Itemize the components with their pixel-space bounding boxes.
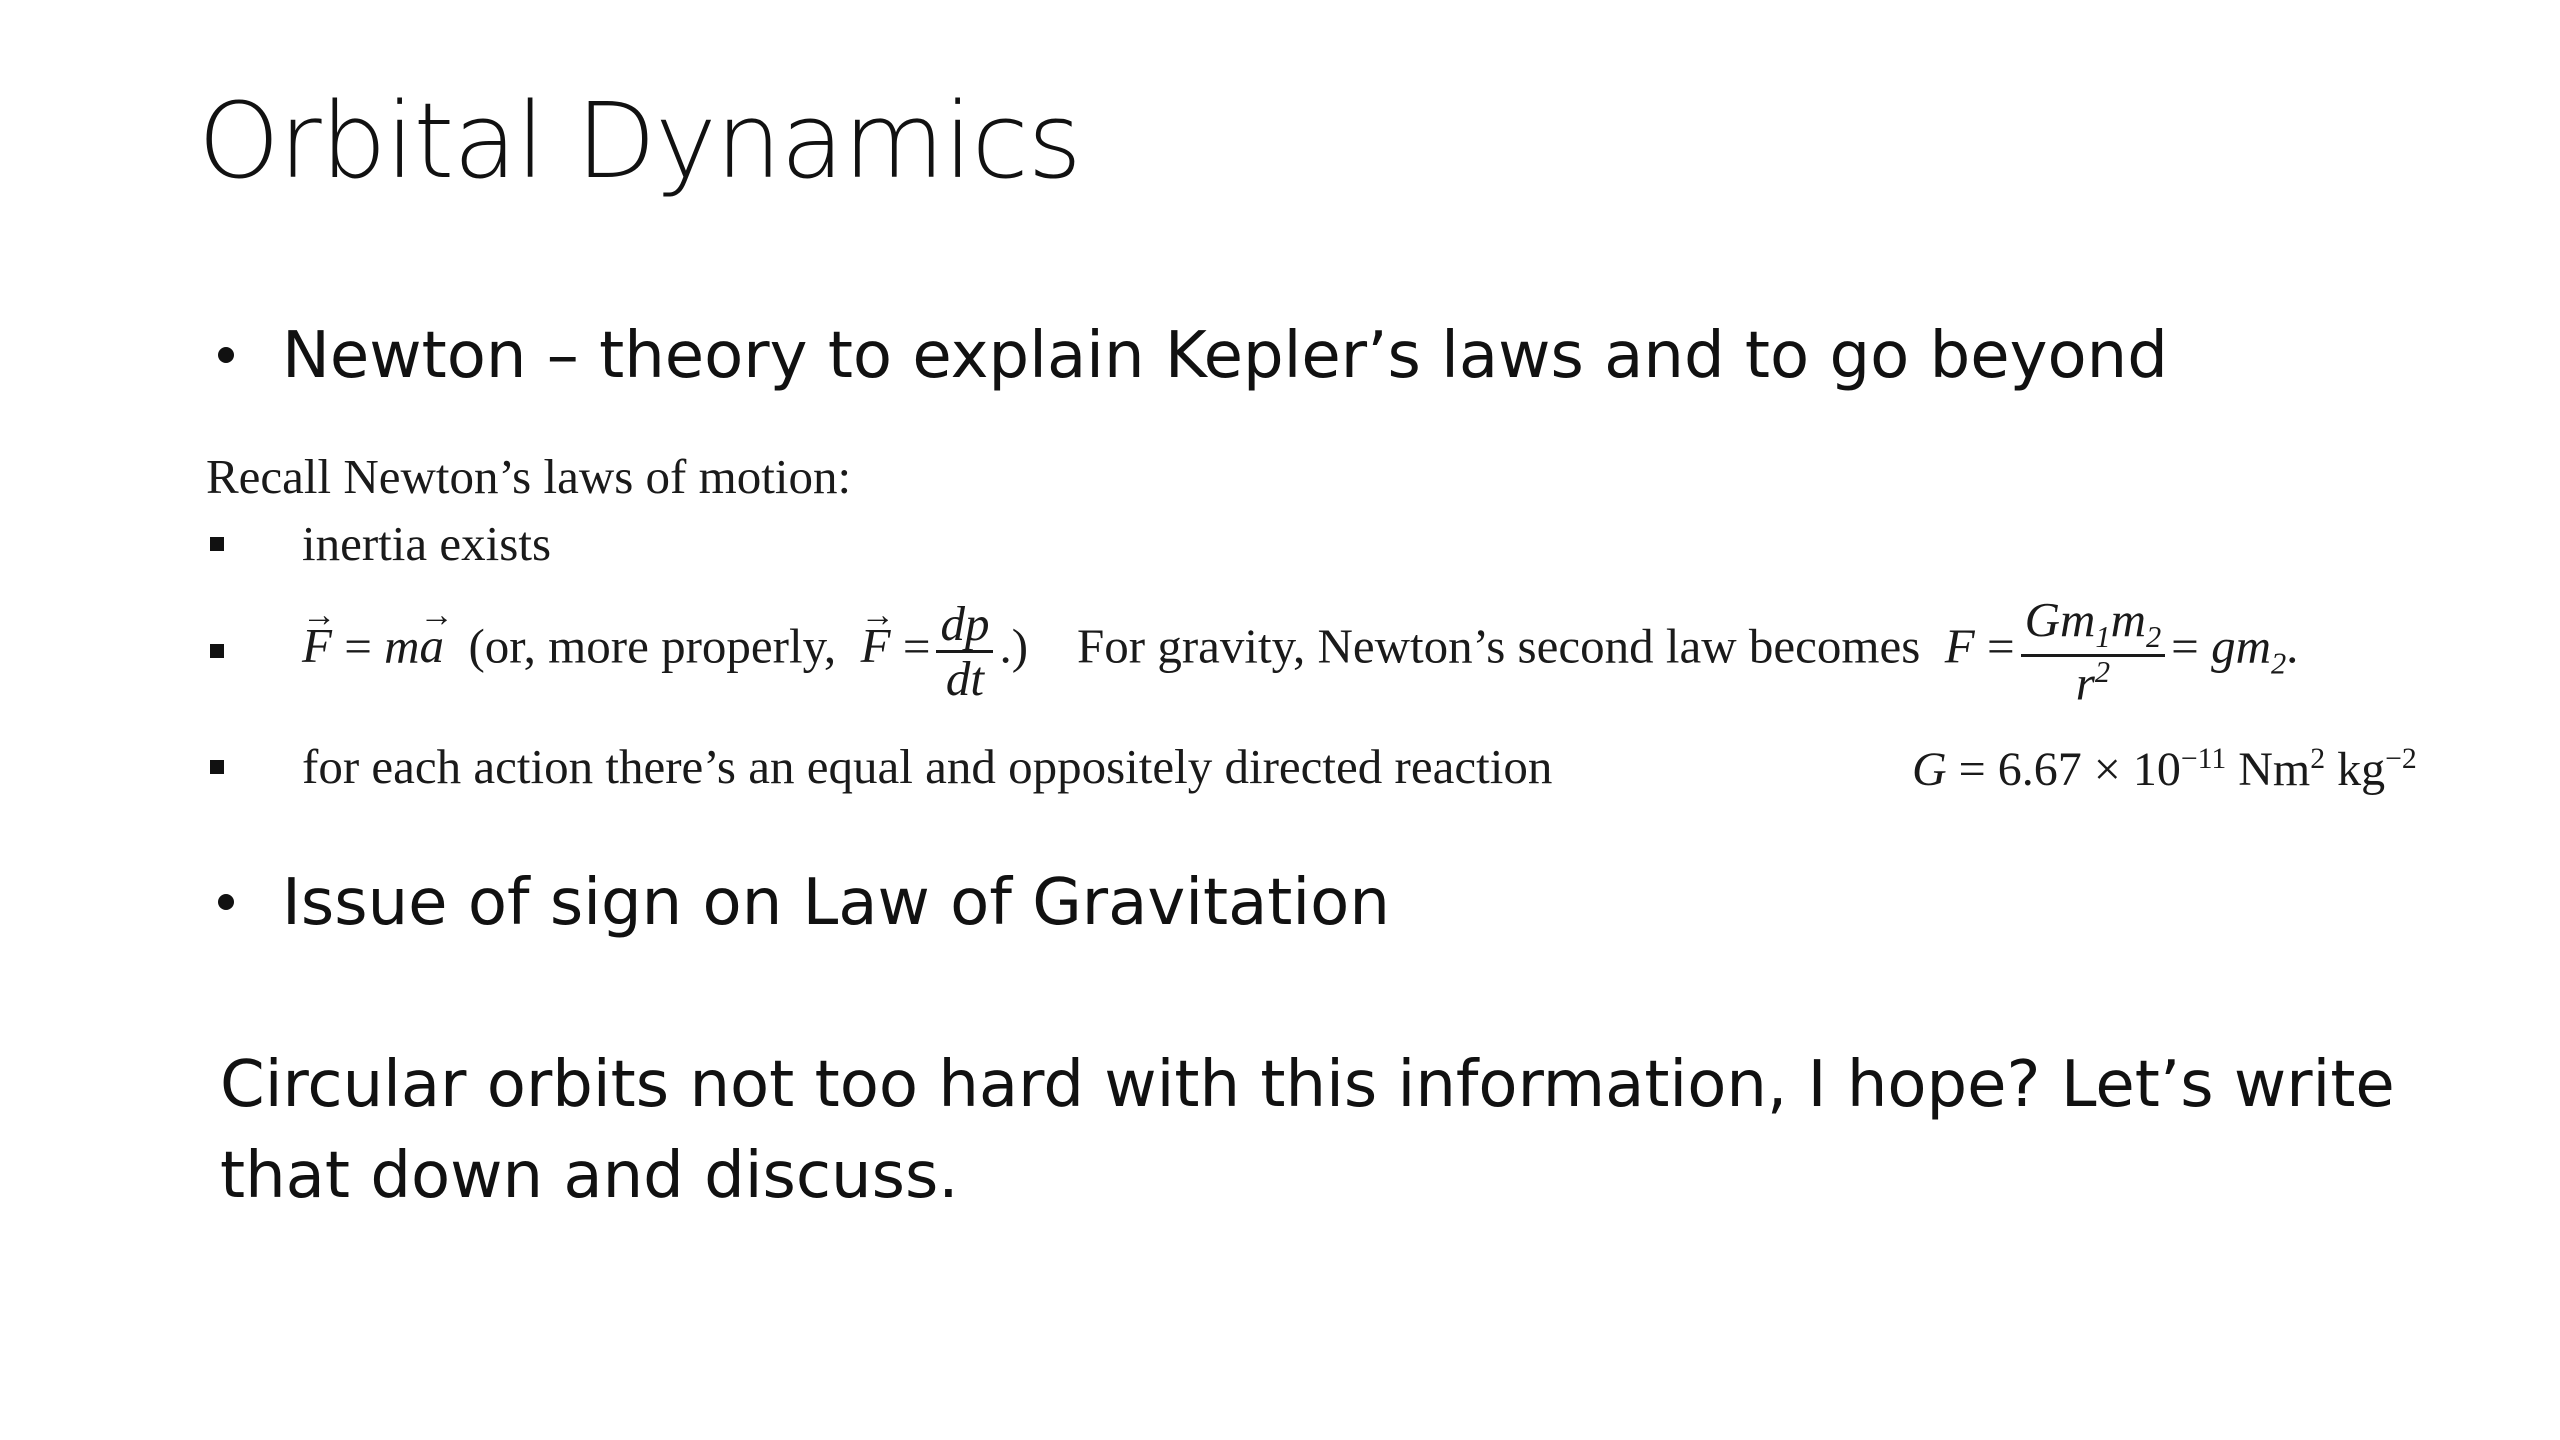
bullet-newton [218,318,2168,395]
gconst-unit-nm: Nm [2226,743,2311,796]
eq-equals: = [344,618,372,674]
grav-period: . [2286,618,2299,674]
recall-heading: Recall Newton’s laws of motion: [206,449,852,504]
gconst-unit-nm-sup: 2 [2310,742,2326,775]
square-bullet-icon [210,760,224,774]
law-item-second-law [210,592,2299,711]
paren-close: .) [999,618,1029,674]
slide-title: Orbital Dynamics [198,80,1081,202]
eq-force-symbol-2: → F [861,617,891,674]
eq-equals-2: = [902,618,931,674]
closing-paragraph: Circular orbits not too hard with this information, I hope? Let’s write that down and discuss. [220,1048,2395,1213]
law-inertia-text: inertia exists [302,516,552,571]
momentum-fraction [936,598,993,704]
bullet-sign-issue-text: Issue of sign on Law of Gravitation [282,866,1390,940]
bullet-newton-text: Newton – theory to explain Kepler’s laws and to go beyond [282,319,2168,393]
gravity-fraction [2021,592,2166,711]
square-bullet-icon [210,537,224,551]
gconst-symbol: G [1912,743,1947,796]
grav-num-sub1: 1 [2095,619,2111,654]
second-law-line [302,592,2299,711]
gconst-unit-kg-sup: −2 [2385,742,2417,775]
gravitational-constant [1912,742,2417,797]
grav-equals-2: = [2171,618,2199,674]
eq-mass-symbol: m [384,618,420,674]
grav-force-symbol: F [1944,618,1975,674]
law-item-inertia [210,515,551,572]
bullet-dot-icon [218,894,234,910]
grav-gm-sub: 2 [2270,646,2287,681]
law-third-text: for each action there’s an equal and oppositely directed reaction [302,739,1553,794]
law-item-third-law [210,738,1552,795]
fraction-numerator: dp [936,598,993,652]
grav-equals: = [1986,618,2015,674]
fraction-denominator: dt [945,650,985,706]
bullet-dot-icon [218,347,234,363]
eq-accel-symbol: → a [419,617,444,674]
gconst-value: = 6.67 × 10 [1958,743,2181,796]
grav-gm: gm [2211,618,2271,674]
square-bullet-icon [210,644,224,658]
paren-text: (or, more properly, [468,618,837,674]
gravity-numerator [2021,594,2166,657]
gravity-denominator [2072,654,2114,711]
grav-num-G: Gm [2024,592,2096,647]
grav-num-sub2: 2 [2145,619,2162,654]
grav-num-m: m [2110,592,2146,647]
gconst-exponent: −11 [2180,742,2227,775]
gravity-text: For gravity, Newton’s second law becomes [1077,618,1921,674]
grav-den-sup: 2 [2094,654,2111,689]
grav-den-r: r [2075,655,2095,711]
bullet-sign-issue [218,865,1390,942]
gconst-unit-kg: kg [2325,743,2386,796]
eq-force-symbol: → F [302,617,332,674]
